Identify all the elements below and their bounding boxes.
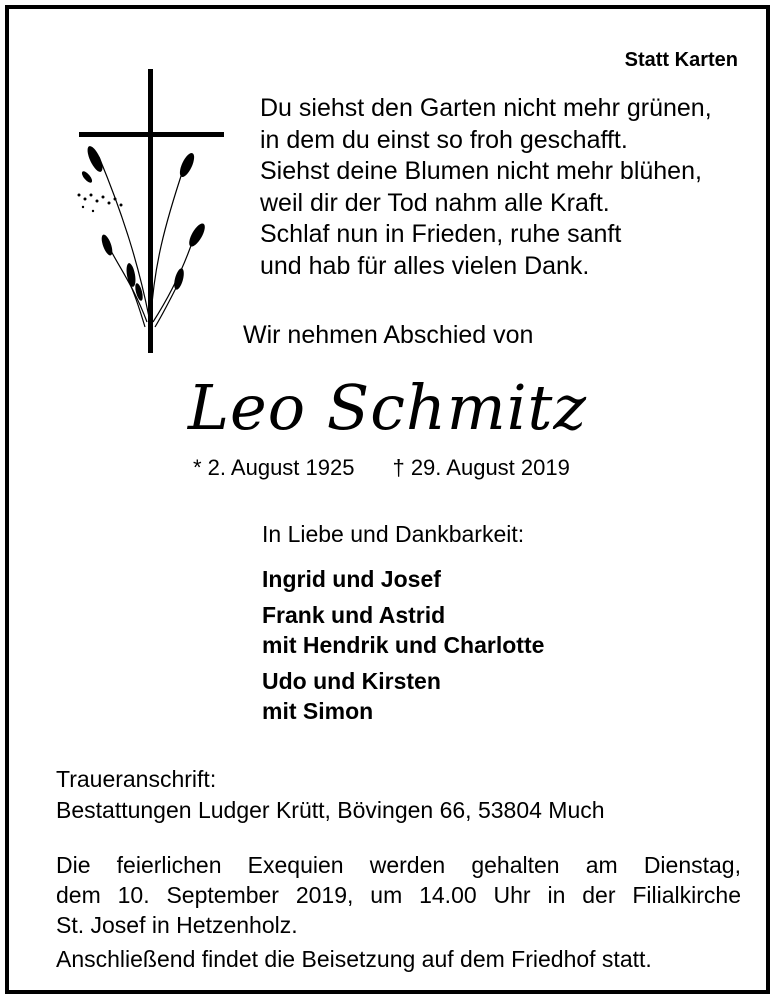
life-dates: [193, 455, 570, 481]
family-group: [262, 600, 544, 660]
poem-line: Schlaf nun in Frieden, ruhe sanft: [260, 220, 622, 248]
family-group: [262, 564, 544, 594]
poem-line: und hab für alles vielen Dank.: [260, 251, 590, 280]
poem-line: in dem du einst so froh geschafft.: [260, 125, 628, 154]
burial-line: Anschließend findet die Beisetzung auf dem Friedhof statt.: [56, 946, 652, 972]
birth-date: * 2. August 1925: [193, 455, 355, 480]
poem: [260, 93, 712, 282]
deceased-name: Leo Schmitz: [187, 371, 588, 444]
farewell-intro: Wir nehmen Abschied von: [243, 321, 534, 349]
family-member: mit Hendrik und Charlotte: [262, 632, 545, 658]
death-date: † 29. August 2019: [392, 455, 570, 480]
obituary-notice: [5, 5, 770, 994]
family-group: [262, 666, 544, 726]
statt-karten-label: Statt Karten: [624, 49, 738, 71]
address-label: Traueranschrift:: [56, 766, 217, 792]
service-line: dem 10. September 2019, um 14.00 Uhr in der Filialkirche: [56, 882, 741, 908]
family-member: mit Simon: [262, 698, 374, 724]
family-member: Frank und Astrid: [262, 602, 446, 628]
thanks-line: In Liebe und Dankbarkeit:: [262, 521, 525, 547]
poem-line: weil dir der Tod nahm alle Kraft.: [260, 188, 610, 217]
poem-line: Du siehst den Garten nicht mehr grünen,: [260, 94, 712, 122]
service-line: St. Josef in Hetzenholz.: [56, 912, 298, 938]
family-list: [262, 564, 544, 732]
poem-line: Siehst deine Blumen nicht mehr blühen,: [260, 157, 702, 185]
family-member: Ingrid und Josef: [262, 566, 441, 592]
family-member: Udo und Kirsten: [262, 668, 441, 694]
cross-with-wheat-icon: [69, 67, 229, 357]
service-line: Die feierlichen Exequien werden gehalten am Dienstag,: [56, 852, 741, 878]
service-info: [56, 850, 741, 974]
mourning-address: [56, 764, 605, 826]
address-text: Bestattungen Ludger Krütt, Bövingen 66, 53804 Much: [56, 797, 605, 823]
